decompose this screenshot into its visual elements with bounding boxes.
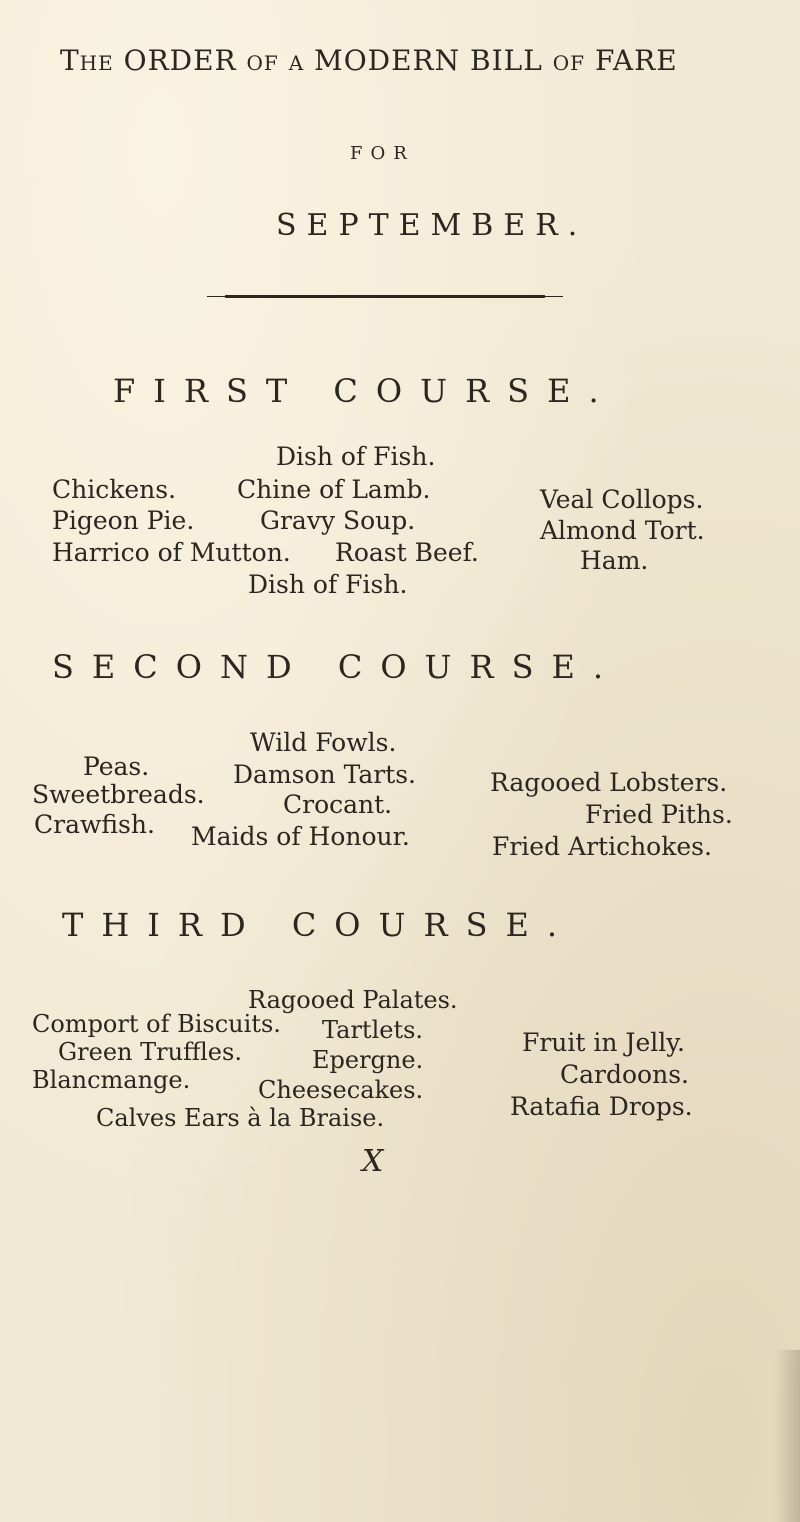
first-course-dish: Roast Beef. <box>335 538 479 567</box>
signature-mark: X <box>362 1144 384 1179</box>
page-edge-shadow <box>774 1350 800 1522</box>
second-course-dish: Crawfish. <box>34 810 155 839</box>
third-course-dish: Ragooed Palates. <box>248 986 458 1014</box>
third-course-dish: Cheesecakes. <box>258 1076 424 1104</box>
third-course-dish: Cardoons. <box>560 1060 689 1089</box>
month-heading: SEPTEMBER. <box>276 208 588 243</box>
second-course-dish: Crocant. <box>283 790 393 819</box>
third-course-dish: Fruit in Jelly. <box>522 1028 685 1057</box>
first-course-dish: Dish of Fish. <box>276 442 436 471</box>
second-course-dish: Wild Fowls. <box>250 728 397 757</box>
first-course-dish: Veal Collops. <box>540 485 704 514</box>
second-course-heading: SECOND COURSE. <box>52 648 622 686</box>
first-course-dish: Pigeon Pie. <box>52 506 195 535</box>
second-course-dish: Sweetbreads. <box>32 780 205 809</box>
first-course-dish: Harrico of Mutton. <box>52 538 291 567</box>
for-label: FOR <box>350 143 415 164</box>
second-course-dish: Damson Tarts. <box>233 760 416 789</box>
third-course-dish: Calves Ears à la Braise. <box>96 1104 385 1132</box>
first-course-dish: Ham. <box>580 546 649 575</box>
second-course-dish: Peas. <box>83 752 150 781</box>
first-course-dish: Gravy Soup. <box>260 506 416 535</box>
third-course-dish: Tartlets. <box>322 1016 424 1044</box>
first-course-heading: FIRST COURSE. <box>113 372 617 410</box>
third-course-dish: Blancmange. <box>32 1066 191 1094</box>
third-course-dish: Epergne. <box>312 1046 424 1074</box>
third-course-dish: Ratafia Drops. <box>510 1092 693 1121</box>
first-course-dish: Chine of Lamb. <box>237 475 431 504</box>
second-course-dish: Fried Piths. <box>585 800 733 829</box>
third-course-dish: Comport of Biscuits. <box>32 1010 281 1038</box>
third-course-heading: THIRD COURSE. <box>62 906 576 944</box>
second-course-dish: Maids of Honour. <box>191 822 410 851</box>
first-course-dish: Almond Tort. <box>540 516 705 545</box>
first-course-dish: Chickens. <box>52 475 177 504</box>
bill-title: The ORDER of a MODERN BILL of FARE <box>60 44 678 77</box>
divider-rule <box>225 294 545 299</box>
second-course-dish: Ragooed Lobsters. <box>490 768 728 797</box>
first-course-dish: Dish of Fish. <box>248 570 408 599</box>
third-course-dish: Green Truffles. <box>58 1038 242 1066</box>
second-course-dish: Fried Artichokes. <box>492 832 712 861</box>
